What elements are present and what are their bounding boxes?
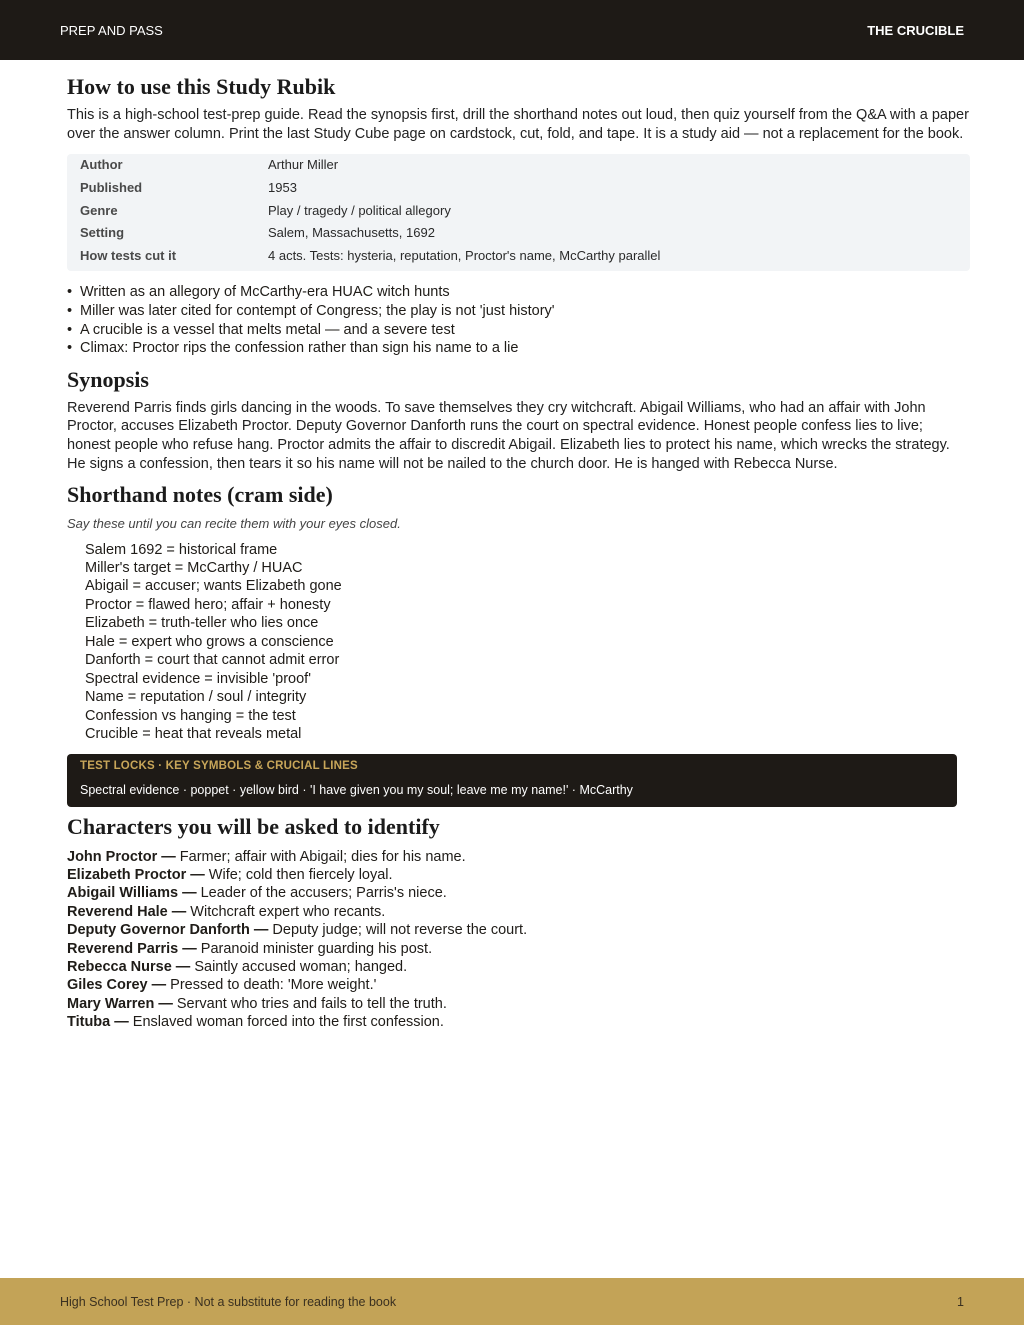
bullet-icon: • (67, 302, 73, 319)
page-header (0, 0, 1024, 60)
fact-value: Arthur Miller (268, 157, 339, 173)
character-name: Reverend Hale — (67, 903, 187, 920)
fact-row (80, 177, 957, 200)
bullet-text: Miller was later cited for contempt of Congress; the play is not 'just history' (80, 302, 555, 319)
character-desc: Farmer; affair with Abigail; dies for his name. (175, 848, 466, 865)
character-desc: Servant who tries and fails to tell the truth. (172, 995, 447, 1012)
list-item (67, 995, 970, 1013)
list-item (67, 884, 970, 902)
list-item: Elizabeth = truth-teller who lies once (85, 615, 319, 632)
fact-row (80, 245, 957, 268)
character-desc: Paranoid minister guarding his post. (196, 940, 433, 957)
fact-key: How tests cut it (80, 247, 177, 263)
fact-row (80, 222, 957, 245)
bullet-icon: • (67, 340, 73, 357)
list-item: Abigail = accuser; wants Elizabeth gone (85, 578, 342, 595)
fact-key: Published (80, 180, 143, 195)
character-desc: Wife; cold then fiercely loyal. (204, 866, 393, 883)
shorthand-note: Say these until you can recite them with your eyes closed. (67, 515, 401, 531)
list-item: Salem 1692 = historical frame (85, 541, 278, 558)
fact-key: Genre (80, 202, 118, 218)
bullet-icon: • (67, 321, 73, 338)
list-item (67, 976, 970, 994)
character-name: Deputy Governor Danforth — (67, 922, 269, 939)
shorthand-list (67, 541, 970, 744)
book-title: THE CRUCIBLE (867, 22, 964, 38)
list-item (67, 321, 970, 340)
list-item: Danforth = court that cannot admit error (85, 652, 340, 669)
book-facts-table (67, 154, 970, 271)
characters-list (67, 848, 970, 1032)
list-item: Name = reputation / soul / integrity (85, 689, 307, 706)
key-points-list (67, 283, 970, 357)
list-item (67, 1013, 970, 1031)
character-desc: Pressed to death: 'More weight.' (166, 977, 377, 994)
bullet-icon: • (67, 284, 73, 301)
list-item (67, 283, 970, 302)
list-item (67, 339, 970, 358)
page-footer (0, 1278, 1024, 1325)
character-name: John Proctor — (67, 848, 176, 865)
character-name: Tituba — (67, 1014, 129, 1031)
character-desc: Enslaved woman forced into the first confession. (128, 1014, 444, 1031)
list-item: Miller's target = McCarthy / HUAC (85, 560, 303, 577)
character-name: Reverend Parris — (67, 940, 197, 957)
list-item: Proctor = flawed hero; affair + honesty (85, 596, 331, 613)
list-item (67, 903, 970, 921)
callout-text: Spectral evidence · poppet · yellow bird · 'I have given you my soul; leave me my name!' · McCarthy (80, 782, 633, 797)
list-item: Confession vs hanging = the test (85, 707, 296, 724)
shorthand-heading: Shorthand notes (cram side) (67, 481, 333, 507)
character-desc: Witchcraft expert who recants. (186, 903, 386, 920)
page-content (67, 72, 970, 1032)
character-desc: Saintly accused woman; hanged. (190, 958, 408, 975)
list-item: Hale = expert who grows a conscience (85, 633, 334, 650)
fact-key: Author (80, 157, 123, 173)
fact-key: Setting (80, 225, 125, 241)
fact-value: Play / tragedy / political allegory (268, 202, 451, 218)
character-name: Rebecca Nurse — (67, 958, 191, 975)
fact-value: 1953 (268, 180, 297, 195)
bullet-text: A crucible is a vessel that melts metal — and a severe test (80, 321, 455, 338)
bullet-text: Climax: Proctor rips the confession rather than sign his name to a lie (80, 340, 519, 357)
page-number: 1 (957, 1294, 964, 1309)
list-item: Crucible = heat that reveals metal (85, 726, 302, 743)
character-name: Elizabeth Proctor — (67, 866, 205, 883)
list-item (67, 866, 970, 884)
fact-value: Salem, Massachusetts, 1692 (268, 225, 435, 241)
intro-text: This is a high-school test-prep guide. Read the synopsis first, drill the shorthand notes out loud, then quiz yourself from the Q&A with a paper over the answer column. Print the last Study Cube page on cardstock, cut, fold, and tape. It is a study aid — not a replacement for the book. (67, 107, 969, 142)
list-item (67, 302, 970, 321)
character-desc: Leader of the accusers; Parris's niece. (196, 885, 447, 902)
list-item (67, 921, 970, 939)
list-item (67, 940, 970, 958)
character-desc: Deputy judge; will not reverse the court. (268, 922, 528, 939)
brand-label: PREP AND PASS (60, 22, 163, 38)
characters-heading: Characters you will be asked to identify (67, 813, 440, 839)
test-locks-callout (67, 754, 957, 807)
bullet-text: Written as an allegory of McCarthy-era HUAC witch hunts (80, 284, 450, 301)
intro-heading: How to use this Study Rubik (67, 74, 336, 99)
fact-row (80, 200, 957, 223)
footer-text: High School Test Prep · Not a substitute for reading the book (60, 1294, 397, 1309)
fact-row (80, 154, 957, 177)
character-name: Mary Warren — (67, 995, 173, 1012)
synopsis-heading: Synopsis (67, 366, 149, 392)
synopsis-text: Reverend Parris finds girls dancing in the woods. To save themselves they cry witchcraft. Abigail Williams, who had an affair with John Proctor, accuses Elizabeth Proctor. Deputy Governor Danforth runs the court on spectral evidence. Honest people confess lies to live; honest people who refuse hang. Proctor admits the affair to discredit Abigail. Elizabeth lies to protect his name, which wrecks the strategy. He signs a confession, then tears it so his name will not be nailed to the church door. He is hanged with Rebecca Nurse. (67, 399, 950, 472)
character-name: Abigail Williams — (67, 885, 197, 902)
list-item (67, 958, 970, 976)
list-item: Spectral evidence = invisible 'proof' (85, 670, 311, 687)
character-name: Giles Corey — (67, 977, 167, 994)
list-item (67, 848, 970, 866)
fact-value: 4 acts. Tests: hysteria, reputation, Proctor's name, McCarthy parallel (268, 247, 661, 263)
callout-label: TEST LOCKS · KEY SYMBOLS & CRUCIAL LINES (80, 759, 358, 772)
